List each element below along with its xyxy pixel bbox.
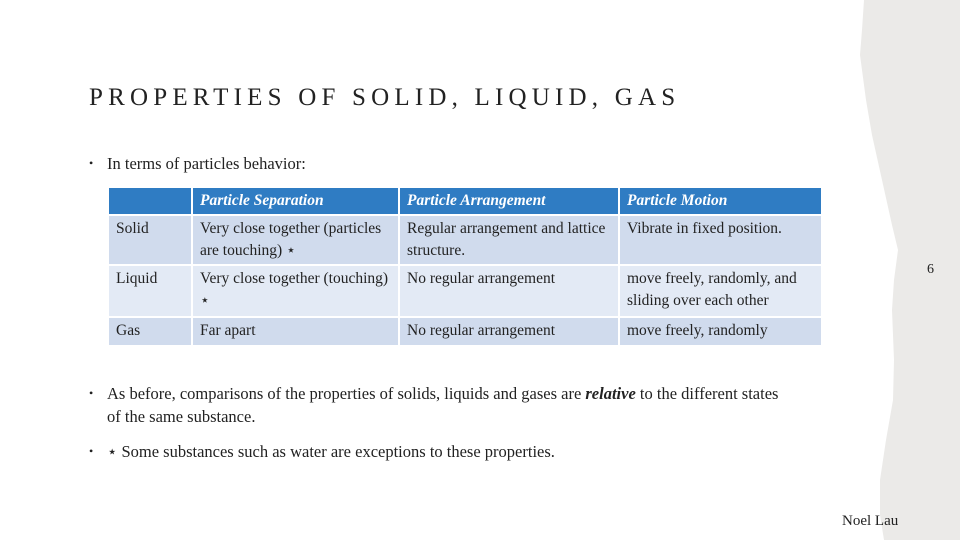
table-cell: Liquid: [108, 265, 192, 317]
table-cell: Gas: [108, 317, 192, 346]
table-row: [108, 265, 822, 317]
exceptions-text: ⋆ Some substances such as water are exceptions to these properties.: [107, 442, 555, 461]
page-number: 6: [927, 262, 934, 277]
bullet-icon: •: [89, 156, 94, 170]
intro-text: In terms of particles behavior:: [107, 154, 306, 173]
table-cell: No regular arrangement: [399, 265, 619, 317]
bullet-intro: [89, 152, 306, 175]
properties-table: [107, 186, 823, 347]
bullet-relative: [89, 382, 789, 428]
table-cell: No regular arrangement: [399, 317, 619, 346]
table-row: [108, 317, 822, 346]
bullet2-text: As before, comparisons of the properties of solids, liquids and gases are: [107, 384, 586, 403]
table-cell: Regular arrangement and lattice structure.: [399, 215, 619, 265]
emphasis-relative: relative: [585, 384, 636, 403]
table-header-row: [108, 187, 822, 215]
bullet-icon: •: [89, 386, 94, 400]
table-cell: Far apart: [192, 317, 399, 346]
table-cell: Vibrate in fixed position.: [619, 215, 822, 265]
table-cell: Very close together (touching) ⋆: [192, 265, 399, 317]
table-cell: move freely, randomly: [619, 317, 822, 346]
table-cell: Very close together (particles are touching) ⋆: [192, 215, 399, 265]
header-cell: Particle Arrangement: [399, 187, 619, 215]
header-cell: Particle Motion: [619, 187, 822, 215]
slide-title: PROPERTIES OF SOLID, LIQUID, GAS: [89, 84, 681, 111]
bullet2-text-end: to the different states of the same substance.: [107, 384, 779, 426]
bullet-exceptions: [89, 440, 555, 463]
table-cell: Solid: [108, 215, 192, 265]
table-row: [108, 215, 822, 265]
author-footer: Noel Lau: [842, 513, 899, 529]
header-cell: [108, 187, 192, 215]
table-cell: move freely, randomly, and sliding over each other: [619, 265, 822, 317]
bullet-icon: •: [89, 444, 94, 458]
header-cell: Particle Separation: [192, 187, 399, 215]
